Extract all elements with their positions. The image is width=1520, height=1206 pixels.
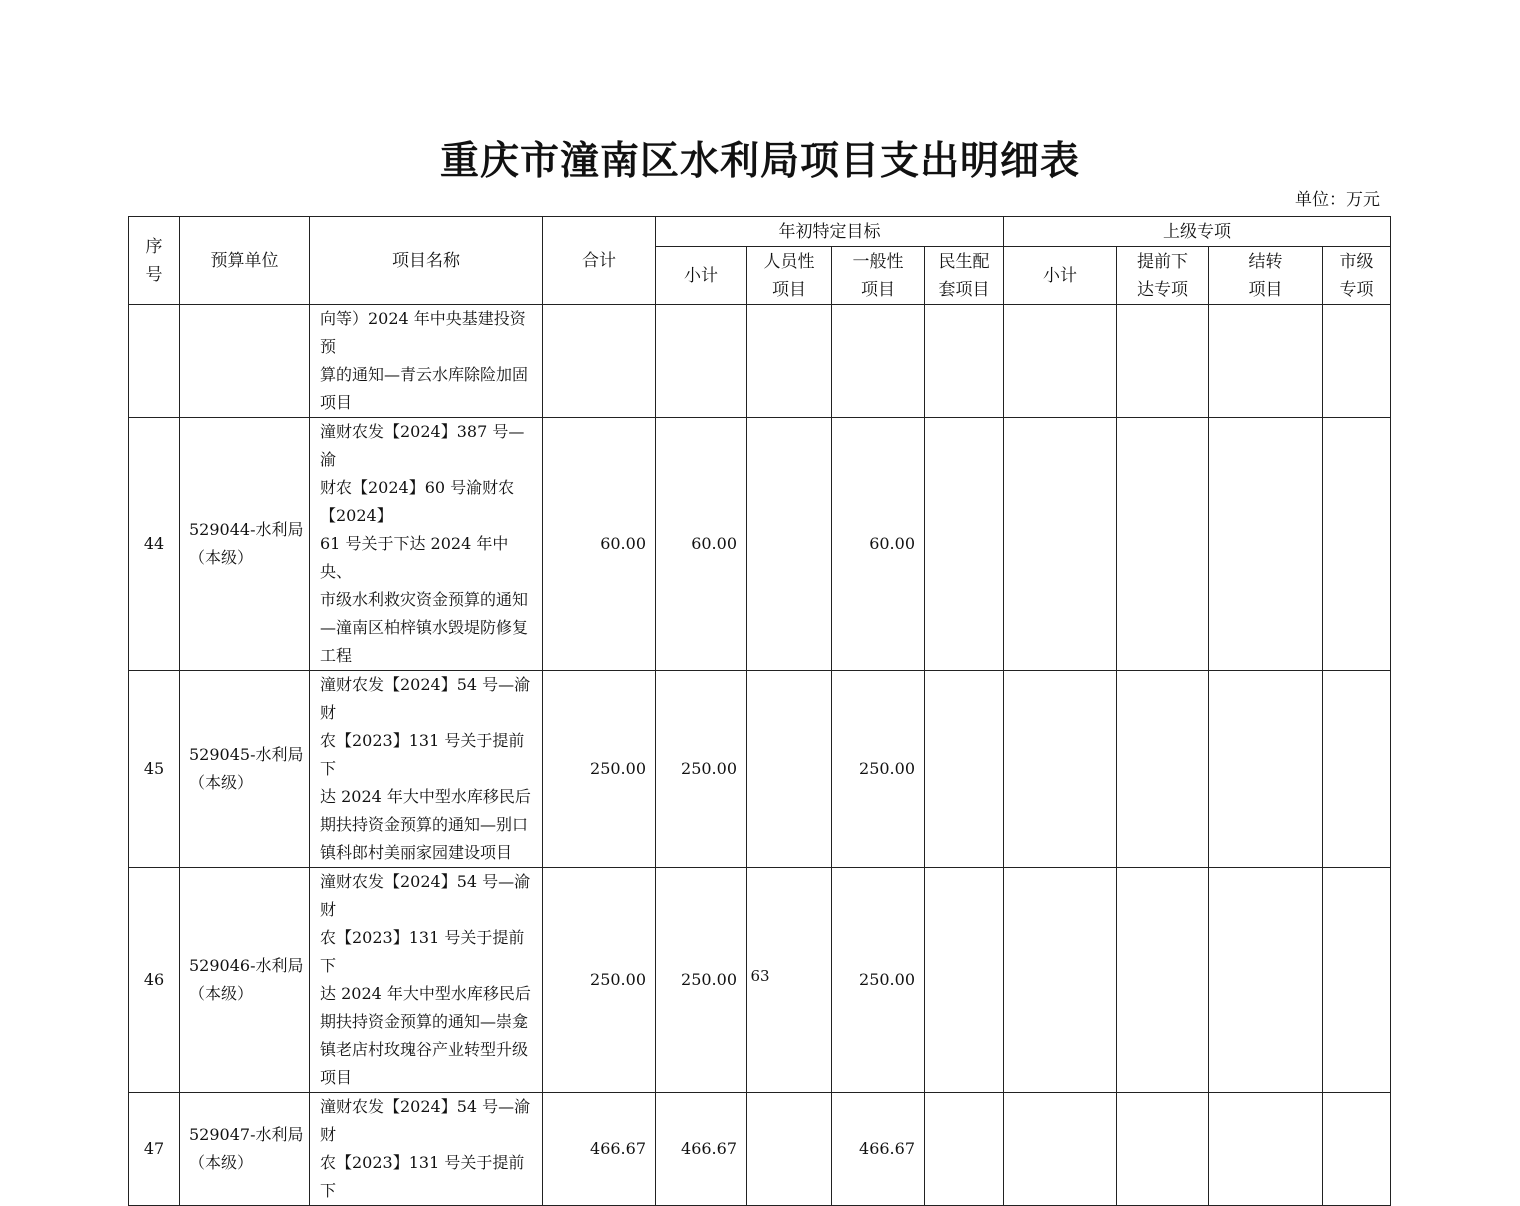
cell-seq: [129, 305, 180, 418]
expenditure-table: [128, 216, 1391, 1206]
cell-project-name: 向等）2024 年中央基建投资预 算的通知—青云水库除险加固 项目: [310, 305, 543, 418]
cell-unit: 529045-水利局 （本级）: [180, 671, 310, 868]
cell-personnel: [747, 418, 832, 671]
cell-carryover: [1209, 671, 1323, 868]
cell-total: 250.00: [543, 671, 656, 868]
cell-total: 466.67: [543, 1093, 656, 1206]
cell-personnel: [747, 1093, 832, 1206]
cell-superior-subtotal: [1004, 418, 1117, 671]
header-general: 一般性 项目: [832, 247, 925, 305]
cell-personnel: [747, 305, 832, 418]
cell-personnel: [747, 671, 832, 868]
cell-carryover: [1209, 305, 1323, 418]
header-personnel: 人员性 项目: [747, 247, 832, 305]
header-seq: 序 号: [129, 217, 180, 305]
cell-advance: [1117, 1093, 1209, 1206]
cell-city: [1323, 671, 1391, 868]
unit-label: 单位：万元: [1295, 190, 1380, 210]
cell-project-name: 潼财农发【2024】387 号—渝 财农【2024】60 号渝财农【2024】 61 号关于下达 2024 年中央、 市级水利救灾资金预算的通知 —潼南区柏梓镇水毁堤防修复 工程: [310, 418, 543, 671]
cell-general: 466.67: [832, 1093, 925, 1206]
cell-superior-subtotal: [1004, 305, 1117, 418]
header-group-superior: 上级专项: [1004, 217, 1391, 247]
cell-subtotal: [656, 305, 747, 418]
cell-project-name: 潼财农发【2024】54 号—渝财 农【2023】131 号关于提前下: [310, 1093, 543, 1206]
cell-unit: 529047-水利局 （本级）: [180, 1093, 310, 1206]
cell-city: [1323, 418, 1391, 671]
header-project: 项目名称: [310, 217, 543, 305]
header-advance: 提前下 达专项: [1117, 247, 1209, 305]
table-row: [129, 305, 1391, 418]
cell-seq: 46: [129, 868, 180, 1093]
cell-unit: 529046-水利局 （本级）: [180, 868, 310, 1093]
header-superior-subtotal: 小计: [1004, 247, 1117, 305]
header-group-annual: 年初特定目标: [656, 217, 1004, 247]
cell-general: 250.00: [832, 671, 925, 868]
table-header: [129, 217, 1391, 305]
header-total: 合计: [543, 217, 656, 305]
cell-general: [832, 305, 925, 418]
cell-unit: 529044-水利局 （本级）: [180, 418, 310, 671]
cell-total: [543, 305, 656, 418]
cell-carryover: [1209, 418, 1323, 671]
cell-livelihood: [925, 418, 1004, 671]
cell-total: 60.00: [543, 418, 656, 671]
cell-total: 250.00: [543, 868, 656, 1093]
header-carryover: 结转 项目: [1209, 247, 1323, 305]
cell-city: [1323, 1093, 1391, 1206]
cell-advance: [1117, 418, 1209, 671]
cell-seq: 44: [129, 418, 180, 671]
cell-carryover: [1209, 1093, 1323, 1206]
cell-livelihood: [925, 305, 1004, 418]
cell-unit: [180, 305, 310, 418]
header-annual-subtotal: 小计: [656, 247, 747, 305]
cell-livelihood: [925, 671, 1004, 868]
cell-seq: 45: [129, 671, 180, 868]
cell-city: [1323, 305, 1391, 418]
table-row: [129, 671, 1391, 868]
table-row: [129, 1093, 1391, 1206]
cell-advance: [1117, 671, 1209, 868]
page-number: 63: [750, 967, 770, 985]
cell-seq: 47: [129, 1093, 180, 1206]
cell-livelihood: [925, 1093, 1004, 1206]
cell-advance: [1117, 305, 1209, 418]
cell-superior-subtotal: [1004, 1093, 1117, 1206]
cell-general: 60.00: [832, 418, 925, 671]
cell-superior-subtotal: [1004, 671, 1117, 868]
header-livelihood: 民生配 套项目: [925, 247, 1004, 305]
header-unit: 预算单位: [180, 217, 310, 305]
cell-subtotal: 466.67: [656, 1093, 747, 1206]
cell-project-name: 潼财农发【2024】54 号—渝财 农【2023】131 号关于提前下 达 2024 年大中型水库移民后 期扶持资金预算的通知—崇龛 镇老店村玫瑰谷产业转型升级 项目: [310, 868, 543, 1093]
cell-subtotal: 250.00: [656, 868, 747, 1093]
header-city: 市级 专项: [1323, 247, 1391, 305]
cell-subtotal: 250.00: [656, 671, 747, 868]
table-row: [129, 418, 1391, 671]
cell-project-name: 潼财农发【2024】54 号—渝财 农【2023】131 号关于提前下 达 2024 年大中型水库移民后 期扶持资金预算的通知—别口 镇科郎村美丽家园建设项目: [310, 671, 543, 868]
cell-subtotal: 60.00: [656, 418, 747, 671]
page-title: 重庆市潼南区水利局项目支出明细表: [439, 138, 1080, 184]
cell-general: 250.00: [832, 868, 925, 1093]
